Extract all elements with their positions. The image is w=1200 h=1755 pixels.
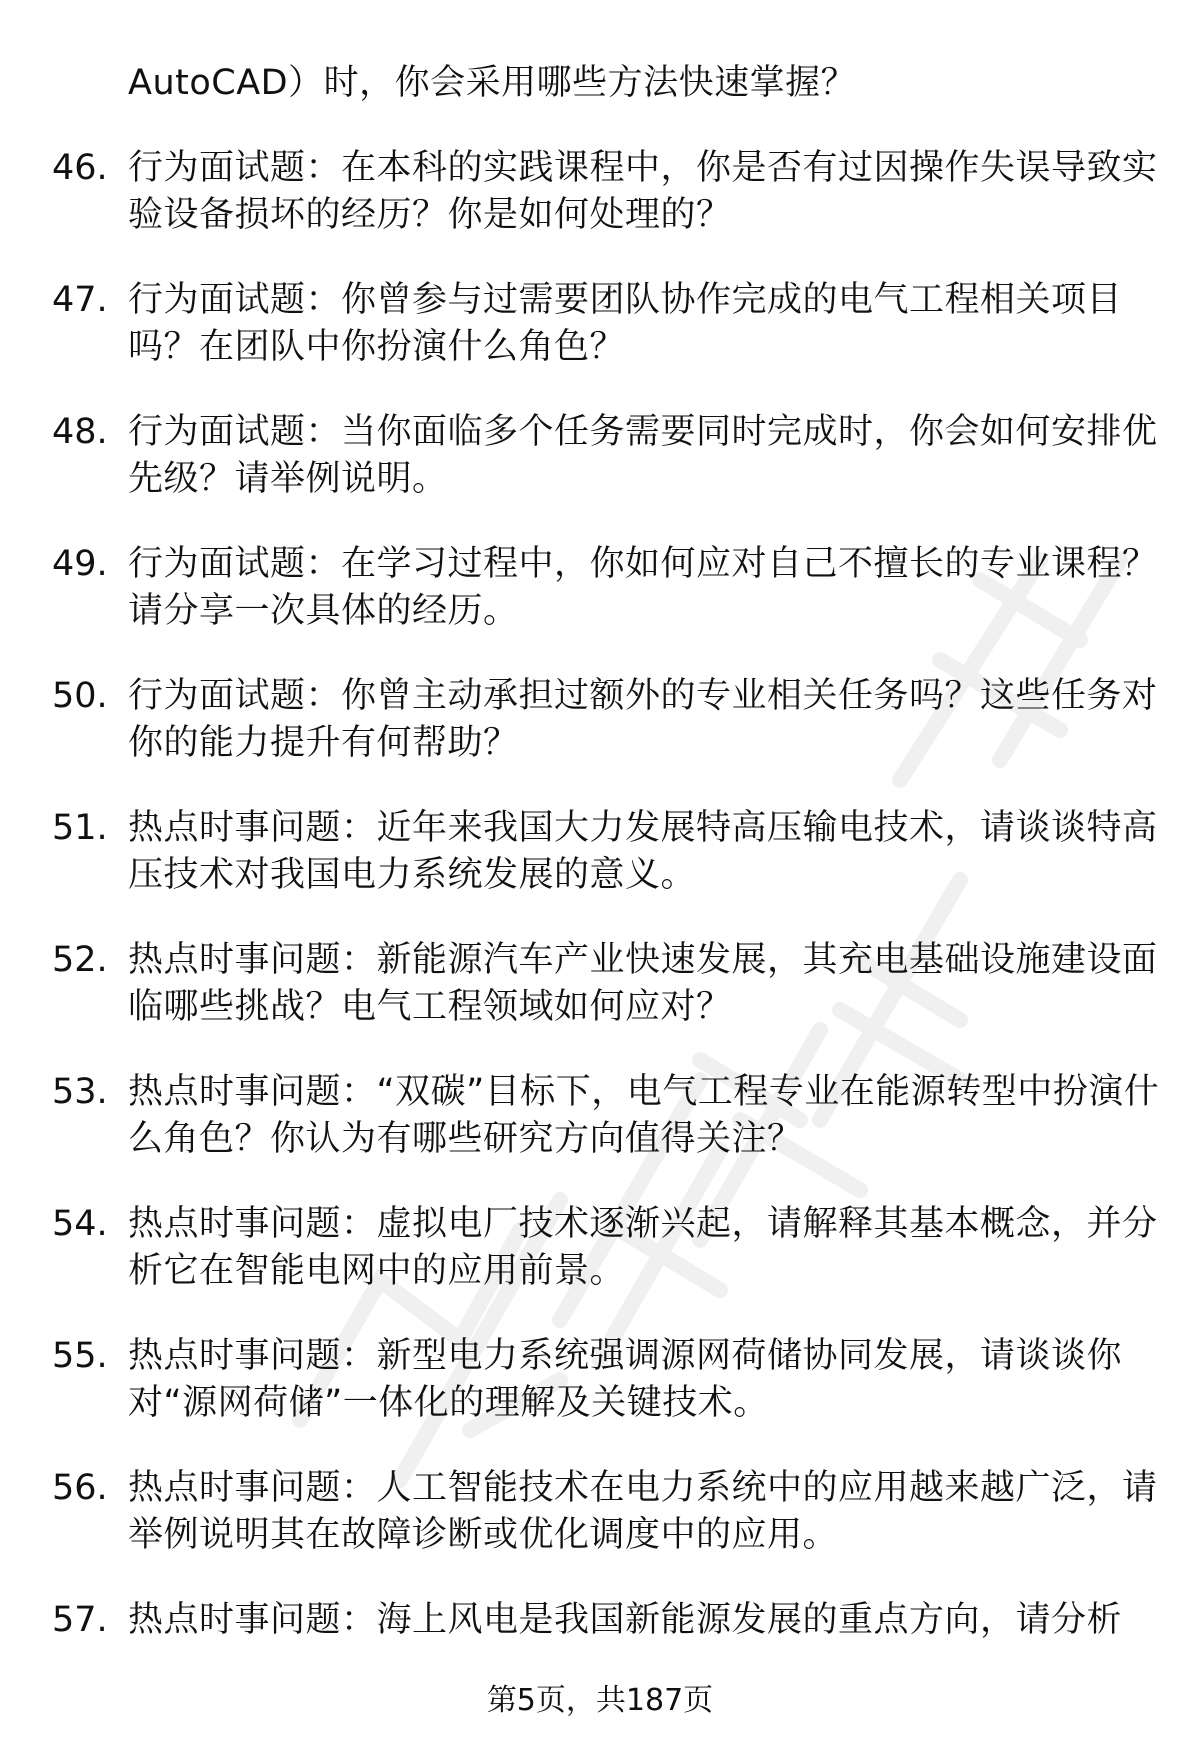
item-number: 50. xyxy=(52,676,108,716)
question-list xyxy=(52,60,1162,1644)
item-text: 热点时事问题：海上风电是我国新能源发展的重点方向，请分析 xyxy=(128,1600,1123,1640)
item-text: 热点时事问题：虚拟电厂技术逐渐兴起，请解释其基本概念，并分析它在智能电网中的应用前景。 xyxy=(128,1204,1158,1291)
item-text: 热点时事问题：新能源汽车产业快速发展，其充电基础设施建设面临哪些挑战？电气工程领域如何应对？ xyxy=(128,940,1158,1027)
item-text: 行为面试题：在本科的实践课程中，你是否有过因操作失误导致实验设备损坏的经历？你是如何处理的？ xyxy=(128,148,1158,235)
list-item xyxy=(52,541,1162,635)
item-number: 46. xyxy=(52,148,108,188)
list-item xyxy=(52,277,1162,371)
item-number: 52. xyxy=(52,940,108,980)
list-item xyxy=(52,409,1162,503)
item-text: 热点时事问题：近年来我国大力发展特高压输电技术，请谈谈特高压技术对我国电力系统发展的意义。 xyxy=(128,808,1158,895)
item-number: 49. xyxy=(52,544,108,584)
list-item xyxy=(52,145,1162,239)
item-number: 48. xyxy=(52,412,108,452)
item-text: 热点时事问题：“双碳”目标下，电气工程专业在能源转型中扮演什么角色？你认为有哪些研究方向值得关注？ xyxy=(128,1072,1160,1159)
list-item xyxy=(52,1597,1162,1644)
item-text: 热点时事问题：新型电力系统强调源网荷储协同发展，请谈谈你对“源网荷储”一体化的理解及关键技术。 xyxy=(128,1336,1123,1423)
page-footer: 第5页，共187页 xyxy=(486,1683,714,1718)
item-number: 56. xyxy=(52,1468,108,1508)
item-number: 54. xyxy=(52,1204,108,1244)
item-number: 51. xyxy=(52,808,108,848)
list-item xyxy=(52,805,1162,899)
item-number: 55. xyxy=(52,1336,108,1376)
item-text: 行为面试题：当你面临多个任务需要同时完成时，你会如何安排优先级？请举例说明。 xyxy=(128,412,1158,499)
list-item xyxy=(52,937,1162,1031)
item-text: 行为面试题：你曾参与过需要团队协作完成的电气工程相关项目吗？在团队中你扮演什么角色？ xyxy=(128,280,1123,367)
list-item xyxy=(52,673,1162,767)
item-number: 57. xyxy=(52,1600,108,1640)
item-number: 47. xyxy=(52,280,108,320)
item-text: 热点时事问题：人工智能技术在电力系统中的应用越来越广泛，请举例说明其在故障诊断或优化调度中的应用。 xyxy=(128,1468,1158,1555)
item-text: 行为面试题：在学习过程中，你如何应对自己不擅长的专业课程？请分享一次具体的经历。 xyxy=(128,544,1158,631)
list-item xyxy=(52,1333,1162,1427)
list-item xyxy=(52,1069,1162,1163)
continuation-text: AutoCAD）时，你会采用哪些方法快速掌握？ xyxy=(128,63,857,103)
item-text: 行为面试题：你曾主动承担过额外的专业相关任务吗？这些任务对你的能力提升有何帮助？ xyxy=(128,676,1158,763)
list-item xyxy=(52,1465,1162,1559)
item-number: 53. xyxy=(52,1072,108,1112)
list-item xyxy=(52,1201,1162,1295)
